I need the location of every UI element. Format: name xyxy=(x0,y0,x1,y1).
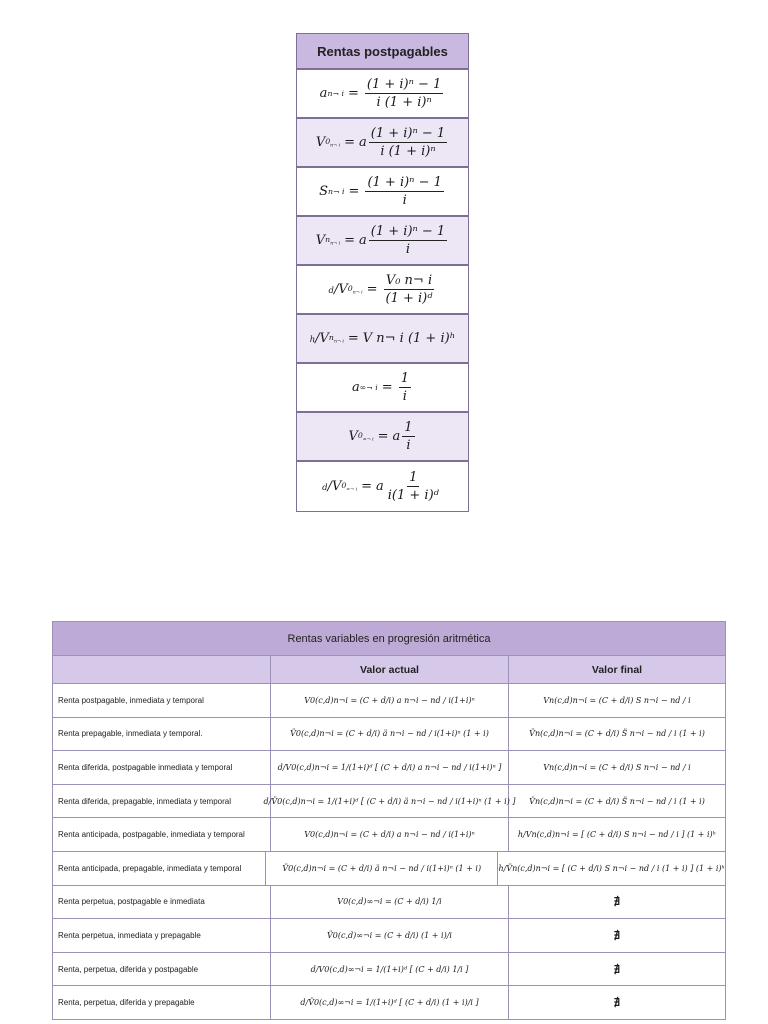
row-label: Renta, perpetua, diferida y postpagable xyxy=(53,953,271,986)
table-row xyxy=(53,919,725,953)
table-row xyxy=(53,852,725,886)
not-exists-symbol: ∄ xyxy=(613,962,621,976)
formula: h / V $n_{n\neg i}$ = V n¬ i (1 + i)ʰ xyxy=(309,331,456,346)
formula: d / V $0_{n\neg i}$ = $\frac{\text{V₀ n¬ i}}{\text{(1 + i)ᵈ}}$ xyxy=(328,273,433,306)
formula-row-accumulation-factor xyxy=(297,168,468,217)
formula: V $0_{n\neg i}$ = a $\frac{\text{(1 + i)ⁿ − 1}}{\text{i (1 + i)ⁿ}}$ xyxy=(315,126,446,159)
formula: V $0_{\infty\neg i}$ = a $\frac{1}{i}$ xyxy=(348,420,413,453)
valor-actual-formula: V0(c,d)n¬i = (C + d/i) a n¬i − nd / i(1+i)ⁿ xyxy=(271,684,509,717)
column-header-empty xyxy=(53,656,271,683)
table2-column-headers xyxy=(53,656,725,684)
table1-title: Rentas postpagables xyxy=(297,34,468,70)
progresion-aritmetica-table xyxy=(52,621,726,1020)
row-label: Renta diferida, prepagable, inmediata y temporal xyxy=(53,785,271,818)
valor-final-formula: V̈n(c,d)n¬i = (C + d/i) S̈ n¬i − nd / i (1 + i) xyxy=(529,729,705,739)
table-row xyxy=(53,718,725,752)
table-row xyxy=(53,818,725,852)
formula: d / V $0_{\infty\neg i}$ = a $\frac{1}{\text{i(1 + i)ᵈ}}$ xyxy=(322,470,439,503)
valor-final-formula: h/Vn(c,d)n¬i = [ (C + d/i) S n¬i − nd / i ] (1 + i)ʰ xyxy=(517,830,717,840)
row-label: Renta anticipada, postpagable, inmediata y temporal xyxy=(53,818,271,851)
formula-row-perpetual-value xyxy=(297,413,468,462)
valor-actual-formula: V̈0(c,d)n¬i = (C + d/i) ä n¬i − nd / i(1+i)ⁿ (1 + i) xyxy=(271,718,509,751)
table-row xyxy=(53,986,725,1019)
table-row xyxy=(53,953,725,987)
valor-actual-formula: d/V0(c,d)∞¬i = 1/(1+i)ᵈ [ (C + d/i) 1/i ] xyxy=(271,953,509,986)
valor-final-formula: Vn(c,d)n¬i = (C + d/i) S n¬i − nd / i xyxy=(543,695,691,705)
postpagables-formula-table xyxy=(296,33,469,512)
valor-final-formula: V̈n(c,d)n¬i = (C + d/i) S̈ n¬i − nd / i (1 + i) xyxy=(529,796,705,806)
row-label: Renta perpetua, postpagable e inmediata xyxy=(53,886,271,919)
valor-final-formula: h/V̈n(c,d)n¬i = [ (C + d/i) S n¬i − nd / i (1 + i) ] (1 + i)ʰ xyxy=(498,863,725,873)
not-exists-symbol: ∄ xyxy=(613,996,621,1010)
row-label: Renta anticipada, prepagable, inmediata y temporal xyxy=(53,852,266,885)
row-label: Renta perpetua, inmediata y prepagable xyxy=(53,919,271,952)
formula-row-perpetual-deferred xyxy=(297,462,468,511)
formula: a ∞¬ i = $\frac{1}{i}$ xyxy=(352,371,409,404)
formula-row-deferred xyxy=(297,266,468,315)
row-label: Renta, perpetua, diferida y prepagable xyxy=(53,986,271,1019)
formula-row-annuity-factor xyxy=(297,70,468,119)
valor-actual-formula: d/V0(c,d)n¬i = 1/(1+i)ᵈ [ (C + d/i) a n¬i − nd / i(1+i)ⁿ ] xyxy=(271,751,509,784)
valor-actual-formula: V̈0(c,d)∞¬i = (C + d/i) (1 + i)/i xyxy=(271,919,509,952)
table-row xyxy=(53,886,725,920)
table2-title: Rentas variables en progresión aritmética xyxy=(53,622,725,656)
valor-actual-formula: V0(c,d)n¬i = (C + d/i) a n¬i − nd / i(1+i)ⁿ xyxy=(271,818,509,851)
valor-actual-formula: d/V̈0(c,d)∞¬i = 1/(1+i)ᵈ [ (C + d/i) (1 + i)/i ] xyxy=(271,986,509,1019)
formula: S n¬ i = $\frac{\text{(1 + i)ⁿ − 1}}{i}$ xyxy=(319,175,442,208)
valor-actual-formula: V0(c,d)∞¬i = (C + d/i) 1/i xyxy=(271,886,509,919)
not-exists-symbol: ∄ xyxy=(613,928,621,942)
formula: V $n_{n\neg i}$ = a $\frac{\text{(1 + i)ⁿ − 1}}{i}$ xyxy=(315,224,446,257)
valor-actual-formula: V̈0(c,d)n¬i = (C + d/i) ä n¬i − nd / i(1+i)ⁿ (1 + i) xyxy=(266,852,498,885)
row-label: Renta diferida, postpagable inmediata y temporal xyxy=(53,751,271,784)
table-row xyxy=(53,751,725,785)
valor-final-formula: Vn(c,d)n¬i = (C + d/i) S n¬i − nd / i xyxy=(543,762,691,772)
formula: a n¬ i = $\frac{\text{(1 + i)ⁿ − 1}}{\text{i (1 + i)ⁿ}}$ xyxy=(319,77,442,110)
not-exists-symbol: ∄ xyxy=(613,895,621,909)
formula-row-final-value xyxy=(297,217,468,266)
row-label: Renta prepagable, inmediata y temporal. xyxy=(53,718,271,751)
row-label: Renta postpagable, inmediata y temporal xyxy=(53,684,271,717)
column-header-valor-final: Valor final xyxy=(591,663,643,676)
formula-row-present-value xyxy=(297,119,468,168)
column-header-valor-actual: Valor actual xyxy=(271,656,509,683)
formula-row-perpetual-factor xyxy=(297,364,468,413)
table-row xyxy=(53,785,725,819)
formula-row-anticipated xyxy=(297,315,468,364)
valor-actual-formula: d/V̈0(c,d)n¬i = 1/(1+i)ᵈ [ (C + d/i) ä n¬i − nd / i(1+i)ⁿ (1 + i) ] xyxy=(271,785,509,818)
table-row xyxy=(53,684,725,718)
